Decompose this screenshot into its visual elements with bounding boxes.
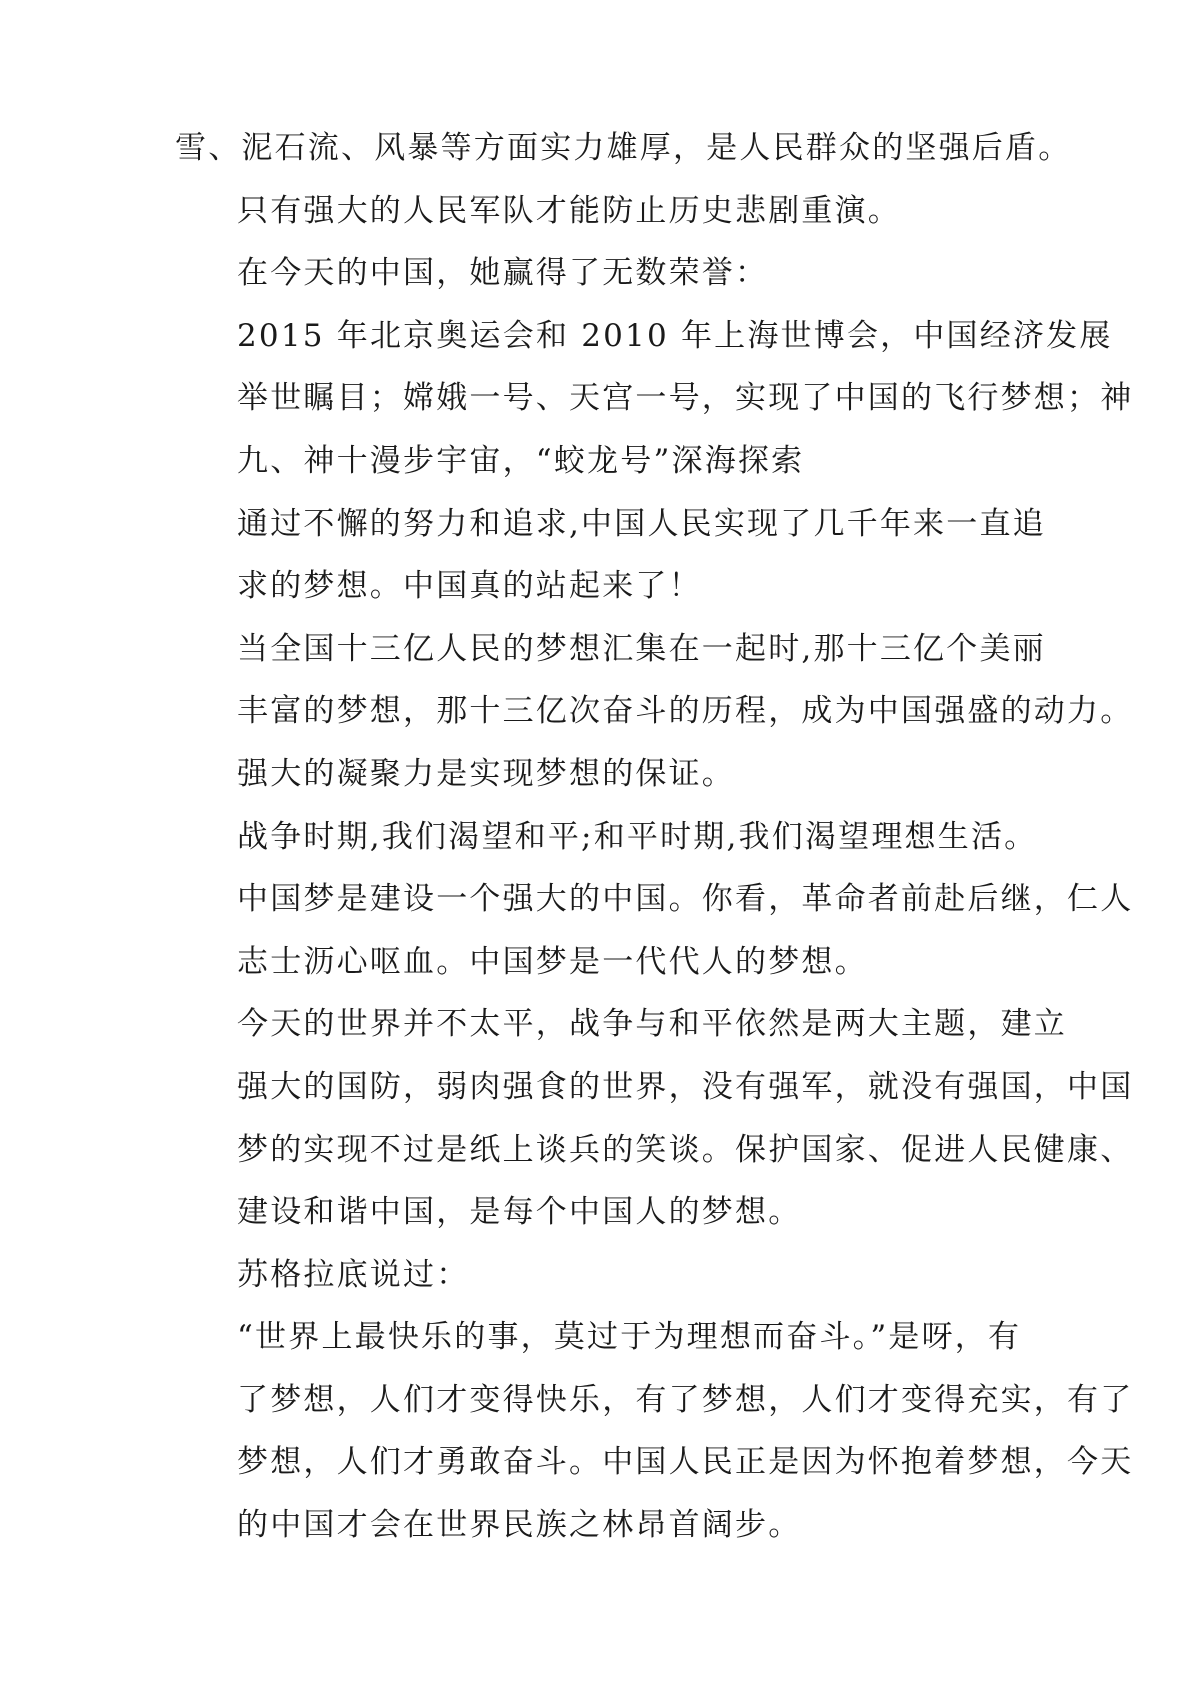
paragraph [175,993,1134,1243]
text-line: 2015 年北京奥运会和 2010 年上海世博会，中国经济发展 [237,317,1113,354]
paragraph [175,242,1035,305]
text-line: 战争时期,我们渴望和平;和平时期,我们渴望理想生活。 [237,818,1038,855]
text-line: 强大的凝聚力是实现梦想的保证。 [237,755,735,792]
text-line: 梦的实现不过是纸上谈兵的笑谈。保护国家、促进人民健康、 [237,1131,1134,1168]
paragraph [175,806,1134,994]
text-line: 丰富的梦想，那十三亿次奋斗的历程，成为中国强盛的动力。 [237,693,1134,730]
text-line: 了梦想，人们才变得快乐，有了梦想，人们才变得充实，有了 [237,1381,1134,1418]
text-line: 志士沥心呕血。中国梦是一代代人的梦想。 [237,943,868,980]
paragraph [175,305,1134,430]
text-line: 九、神十漫步宇宙，“蛟龙号”深海探索 [237,442,805,479]
text-line: “世界上最快乐的事，莫过于为理想而奋斗。”是呀，有 [237,1319,1022,1356]
text-line: 的中国才会在世界民族之林昂首阔步。 [237,1507,802,1544]
document-body [175,117,1134,1557]
paragraph [175,618,1134,806]
paragraph [175,1306,1134,1556]
text-line: 在今天的中国，她赢得了无数荣誉： [237,255,769,292]
text-line: 苏格拉底说过： [237,1256,470,1293]
paragraph [175,493,1046,618]
text-line: 梦想，人们才勇敢奋斗。中国人民正是因为怀抱着梦想，今天 [237,1444,1134,1481]
paragraph [175,180,1035,243]
paragraph [175,1244,1035,1307]
text-line: 通过不懈的努力和追求,中国人民实现了几千年来一直追 [237,505,1046,542]
text-line: 当全国十三亿人民的梦想汇集在一起时,那十三亿个美丽 [237,630,1046,667]
text-line: 求的梦想。中国真的站起来了！ [237,568,702,605]
text-line: 建设和谐中国，是每个中国人的梦想。 [237,1194,802,1231]
text-line: 雪、泥石流、风暴等方面实力雄厚，是人民群众的坚强后盾。 [175,130,1072,166]
text-line: 举世瞩目；嫦娥一号、天宫一号，实现了中国的飞行梦想；神 [237,380,1134,417]
paragraph [175,430,1035,493]
paragraph [175,117,1072,180]
text-line: 今天的世界并不太平，战争与和平依然是两大主题，建立 [237,1006,1067,1043]
text-line: 只有强大的人民军队才能防止历史悲剧重演。 [237,192,901,229]
text-line: 中国梦是建设一个强大的中国。你看，革命者前赴后继，仁人 [237,881,1134,918]
text-line: 强大的国防，弱肉强食的世界，没有强军，就没有强国，中国 [237,1068,1134,1105]
